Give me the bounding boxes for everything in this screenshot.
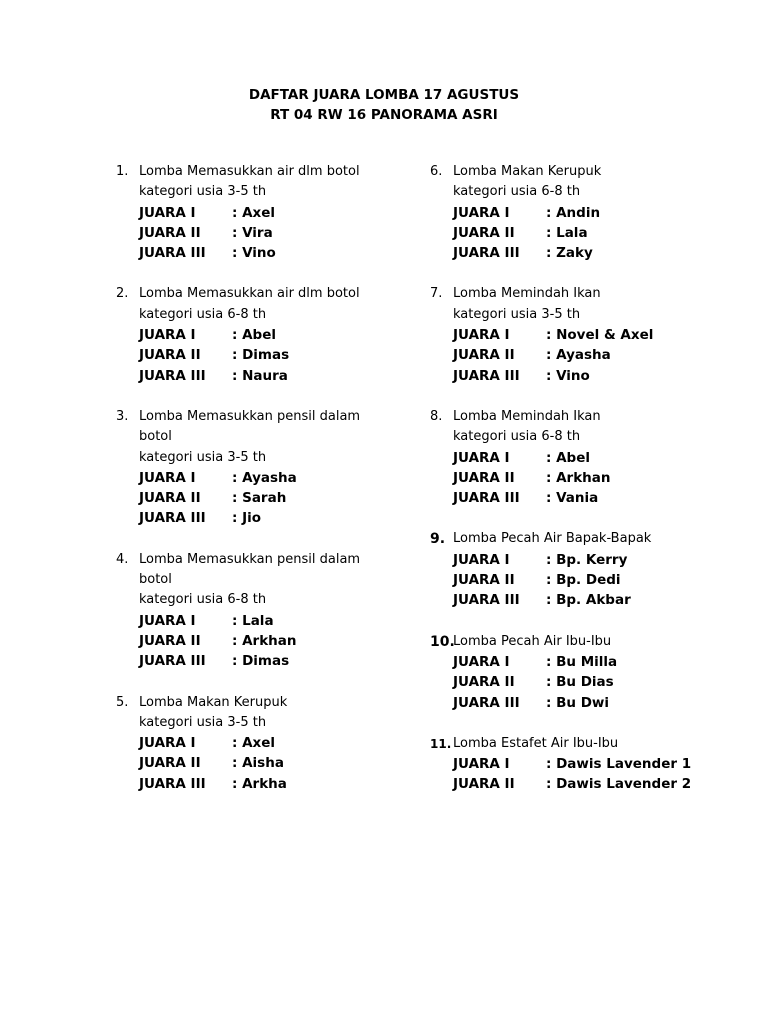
winner-row bbox=[453, 672, 730, 692]
winner-row bbox=[139, 651, 426, 671]
winner-rank: JUARA I bbox=[453, 449, 510, 466]
winner-rank: JUARA III bbox=[139, 510, 206, 527]
winner-name: : Dimas bbox=[232, 347, 290, 364]
winner-rank: JUARA III bbox=[139, 653, 206, 670]
winner-rank: JUARA II bbox=[139, 224, 201, 241]
winner-rank: JUARA III bbox=[453, 245, 520, 262]
winner-name: : Lala bbox=[546, 224, 588, 241]
winner-rank: JUARA II bbox=[139, 490, 201, 507]
competition-detail: kategori usia 6-8 th bbox=[453, 184, 581, 200]
winner-row bbox=[453, 468, 730, 488]
item-number: 5. bbox=[116, 694, 129, 710]
winner-name: : Ayasha bbox=[232, 469, 297, 486]
item-number: 6. bbox=[430, 164, 443, 179]
winner-rank: JUARA I bbox=[453, 756, 510, 773]
winner-row bbox=[139, 345, 426, 365]
winner-name: : Vino bbox=[232, 245, 276, 262]
competition-detail: kategori usia 3-5 th bbox=[139, 184, 267, 200]
winner-rank: JUARA III bbox=[139, 245, 206, 262]
competition-item bbox=[116, 162, 426, 263]
item-number: 1. bbox=[116, 164, 129, 179]
winner-row bbox=[453, 325, 730, 345]
winner-name: : Abel bbox=[546, 449, 590, 466]
winner-row bbox=[453, 203, 730, 223]
winner-name: : Arkha bbox=[232, 775, 287, 792]
winner-row bbox=[453, 570, 730, 590]
competition-item bbox=[430, 407, 730, 508]
winner-row bbox=[453, 652, 730, 672]
winner-row bbox=[139, 223, 426, 243]
competition-item bbox=[430, 632, 730, 713]
winner-rank: JUARA III bbox=[453, 367, 520, 384]
winner-rank: JUARA I bbox=[453, 551, 510, 568]
winner-row bbox=[139, 753, 426, 773]
winner-rank: JUARA II bbox=[453, 674, 515, 691]
winner-name: : Bp. Akbar bbox=[546, 592, 631, 609]
winner-name: : Arkhan bbox=[232, 632, 297, 649]
winner-row bbox=[139, 243, 426, 263]
item-number: 4. bbox=[116, 551, 129, 567]
competition-name: Lomba Memasukkan air dlm botol bbox=[139, 286, 360, 302]
winner-row bbox=[453, 448, 730, 468]
winner-rank: JUARA I bbox=[139, 612, 196, 629]
competition-item bbox=[116, 284, 426, 385]
winner-row bbox=[139, 631, 426, 651]
winner-row bbox=[453, 550, 730, 570]
winner-rank: JUARA III bbox=[139, 367, 206, 384]
winner-rank: JUARA III bbox=[453, 490, 520, 507]
competition-detail: kategori usia 6-8 th bbox=[139, 306, 267, 322]
winner-rank: JUARA II bbox=[453, 224, 515, 241]
competition-name: Lomba Memasukkan pensil dalam bbox=[139, 551, 361, 567]
winner-row bbox=[139, 611, 426, 631]
winner-name: : Novel & Axel bbox=[546, 327, 654, 344]
winner-rank: JUARA I bbox=[139, 204, 196, 221]
winner-row bbox=[453, 345, 730, 365]
winner-rank: JUARA II bbox=[453, 776, 515, 793]
winner-row bbox=[453, 243, 730, 263]
item-number: 7. bbox=[430, 286, 443, 302]
winner-row bbox=[139, 325, 426, 345]
winner-rank: JUARA I bbox=[139, 469, 196, 486]
item-number: 3. bbox=[116, 408, 129, 424]
winner-name: : Dimas bbox=[232, 653, 290, 670]
winner-rank: JUARA II bbox=[139, 755, 201, 772]
winner-row bbox=[139, 508, 426, 528]
competition-detail: kategori usia 3-5 th bbox=[139, 449, 267, 465]
winner-row bbox=[139, 774, 426, 794]
competition-item bbox=[430, 529, 730, 610]
winner-row bbox=[139, 468, 426, 488]
winner-rank: JUARA II bbox=[453, 347, 515, 364]
winner-rank: JUARA III bbox=[453, 694, 520, 711]
item-number: 2. bbox=[116, 286, 129, 302]
competition-name: Lomba Makan Kerupuk bbox=[139, 694, 288, 710]
item-number: 10. bbox=[430, 633, 455, 650]
winner-row bbox=[139, 203, 426, 223]
competition-item bbox=[430, 734, 730, 795]
winner-name: : Bu Dwi bbox=[546, 694, 610, 711]
winner-row bbox=[453, 754, 730, 774]
winner-row bbox=[453, 774, 730, 794]
right-column bbox=[430, 162, 730, 816]
winner-name: : Ayasha bbox=[546, 347, 611, 364]
winner-row bbox=[453, 590, 730, 610]
competition-item bbox=[430, 162, 730, 263]
winner-name: : Bu Dias bbox=[546, 674, 614, 691]
winner-rank: JUARA I bbox=[453, 653, 510, 670]
competition-name: Lomba Memasukkan pensil dalam bbox=[139, 408, 361, 424]
item-number: 9. bbox=[430, 531, 446, 548]
winner-row bbox=[453, 693, 730, 713]
winner-rank: JUARA II bbox=[453, 572, 515, 589]
winner-name: : Axel bbox=[232, 735, 276, 752]
winner-name: : Vira bbox=[232, 224, 273, 241]
winner-name: : Zaky bbox=[546, 245, 593, 262]
winner-row bbox=[453, 488, 730, 508]
winner-rank: JUARA I bbox=[453, 327, 510, 344]
competition-detail: kategori usia 6-8 th bbox=[453, 429, 581, 445]
competition-name: Lomba Pecah Air Bapak-Bapak bbox=[453, 531, 652, 547]
competition-item bbox=[430, 284, 730, 385]
winner-name: : Naura bbox=[232, 367, 288, 384]
competition-detail: botol bbox=[139, 572, 172, 588]
competition-detail: kategori usia 3-5 th bbox=[453, 306, 581, 322]
competition-item bbox=[116, 550, 426, 672]
winner-name: : Vino bbox=[546, 367, 590, 384]
item-number: 8. bbox=[430, 408, 443, 424]
winner-rank: JUARA II bbox=[139, 347, 201, 364]
competition-name: Lomba Memasukkan air dlm botol bbox=[139, 164, 360, 179]
competition-name: Lomba Estafet Air Ibu-Ibu bbox=[453, 735, 619, 751]
winner-name: : Bp. Kerry bbox=[546, 551, 628, 568]
winner-name: : Jio bbox=[232, 510, 262, 527]
item-number: 11. bbox=[430, 736, 452, 751]
winner-rank: JUARA II bbox=[453, 469, 515, 486]
competition-name: Lomba Memindah Ikan bbox=[453, 286, 601, 302]
winner-name: : Abel bbox=[232, 327, 276, 344]
winner-name: : Lala bbox=[232, 612, 274, 629]
winner-name: : Axel bbox=[232, 204, 276, 221]
competition-detail: botol bbox=[139, 429, 172, 445]
winner-name: : Vania bbox=[546, 490, 599, 507]
winner-name: : Aisha bbox=[232, 755, 284, 772]
competition-name: Lomba Memindah Ikan bbox=[453, 408, 601, 424]
competition-item bbox=[116, 407, 426, 529]
winner-row bbox=[139, 733, 426, 753]
winner-name: : Arkhan bbox=[546, 469, 611, 486]
winner-name: : Andin bbox=[546, 204, 601, 221]
left-column bbox=[116, 162, 426, 815]
document-subtitle: RT 04 RW 16 PANORAMA ASRI bbox=[270, 107, 498, 123]
winner-rank: JUARA III bbox=[139, 775, 206, 792]
competition-detail: kategori usia 6-8 th bbox=[139, 592, 267, 608]
winner-row bbox=[453, 366, 730, 386]
winner-rank: JUARA III bbox=[453, 592, 520, 609]
winner-name: : Bp. Dedi bbox=[546, 572, 621, 589]
winner-name: : Dawis Lavender 2 bbox=[546, 776, 692, 793]
winner-row bbox=[453, 223, 730, 243]
competition-name: Lomba Pecah Air Ibu-Ibu bbox=[453, 633, 612, 649]
winner-rank: JUARA I bbox=[453, 204, 510, 221]
winner-row bbox=[139, 488, 426, 508]
competition-detail: kategori usia 3-5 th bbox=[139, 714, 267, 730]
winner-rank: JUARA II bbox=[139, 632, 201, 649]
winner-name: : Dawis Lavender 1 bbox=[546, 756, 692, 773]
winner-rank: JUARA I bbox=[139, 735, 196, 752]
document-title: DAFTAR JUARA LOMBA 17 AGUSTUS bbox=[248, 87, 520, 103]
winner-name: : Sarah bbox=[232, 490, 287, 507]
winner-rank: JUARA I bbox=[139, 327, 196, 344]
winner-row bbox=[139, 366, 426, 386]
winner-name: : Bu Milla bbox=[546, 653, 618, 670]
competition-name: Lomba Makan Kerupuk bbox=[453, 164, 602, 179]
competition-item bbox=[116, 693, 426, 794]
